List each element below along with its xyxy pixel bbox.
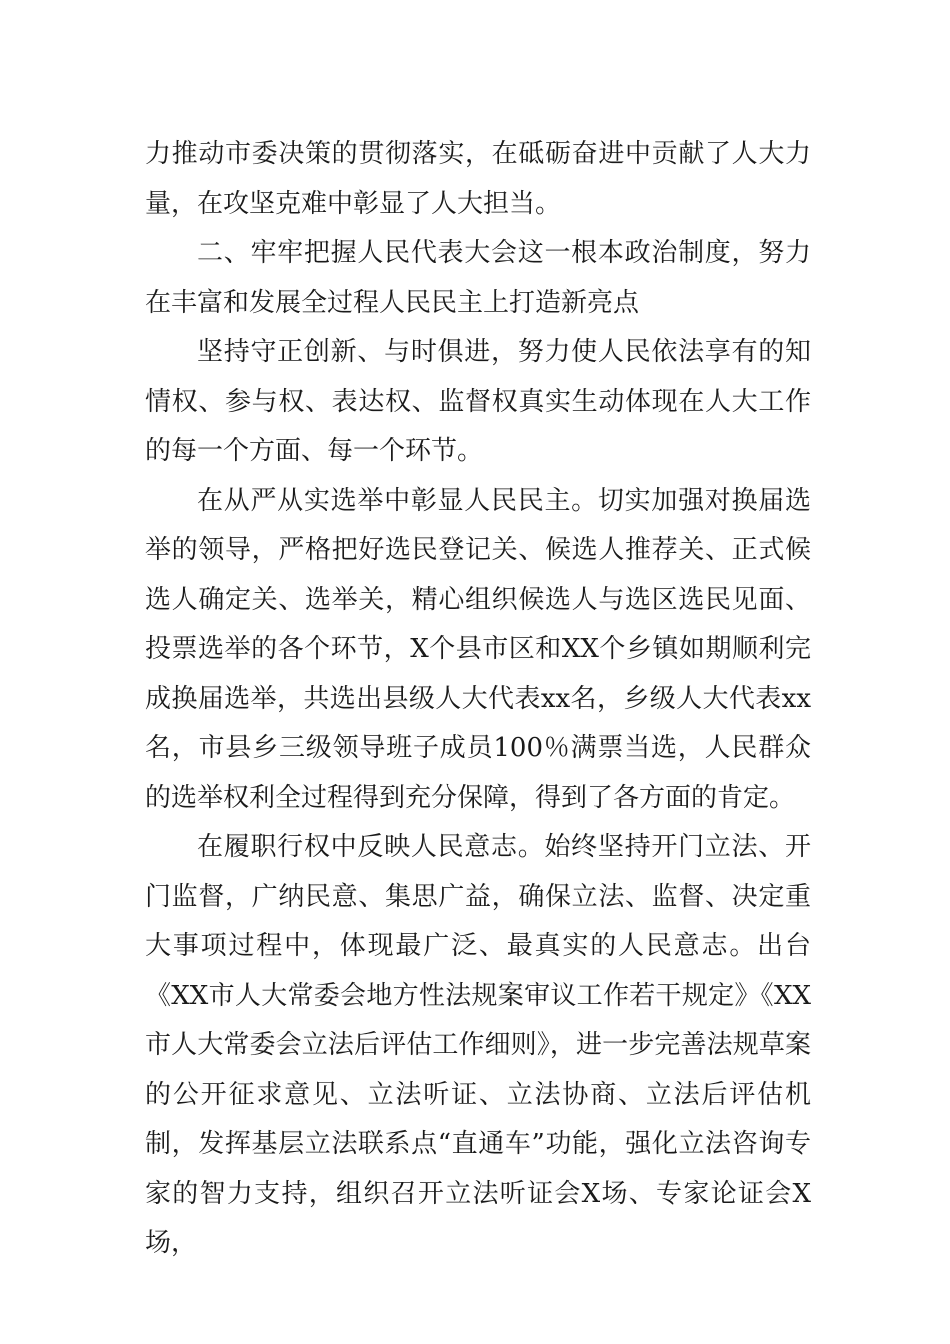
section-heading: 二、牢牢把握人民代表大会这一根本政治制度，努力在丰富和发展全过程人民民主上打造新亮点 [145,238,811,318]
document-body [145,130,811,1269]
paragraph-continuation: 力推动市委决策的贯彻落实，在砥砺奋进中贡献了人大力量，在攻坚克难中彰显了人大担当。 [145,139,811,219]
paragraph-election: 在从严从实选举中彰显人民民主。切实加强对换届选举的领导，严格把好选民登记关、候选人推荐关、正式候选人确定关、选举关，精心组织候选人与选区选民见面、投票选举的各个环节，X个县市区和XX个乡镇如期顺利完成换届选举，共选出县级人大代表xx名，乡级人大代表xx名，市县乡三级领导班子成员100％满票当选，人民群众的选举权利全过程得到充分保障，得到了各方面的肯定。 [145,485,811,813]
paragraph-intro: 坚持守正创新、与时俱进，努力使人民依法享有的知情权、参与权、表达权、监督权真实生动体现在人大工作的每一个方面、每一个环节。 [145,337,811,466]
paragraph-legislation: 在履职行权中反映人民意志。始终坚持开门立法、开门监督，广纳民意、集思广益，确保立法、监督、决定重大事项过程中，体现最广泛、最真实的人民意志。出台《XX市人大常委会地方性法规案审议工作若干规定》《XX市人大常委会立法后评估工作细则》，进一步完善法规草案的公开征求意见、立法听证、立法协商、立法后评估机制，发挥基层立法联系点“直通车”功能，强化立法咨询专家的智力支持，组织召开立法听证会X场、专家论证会X场， [145,832,811,1258]
